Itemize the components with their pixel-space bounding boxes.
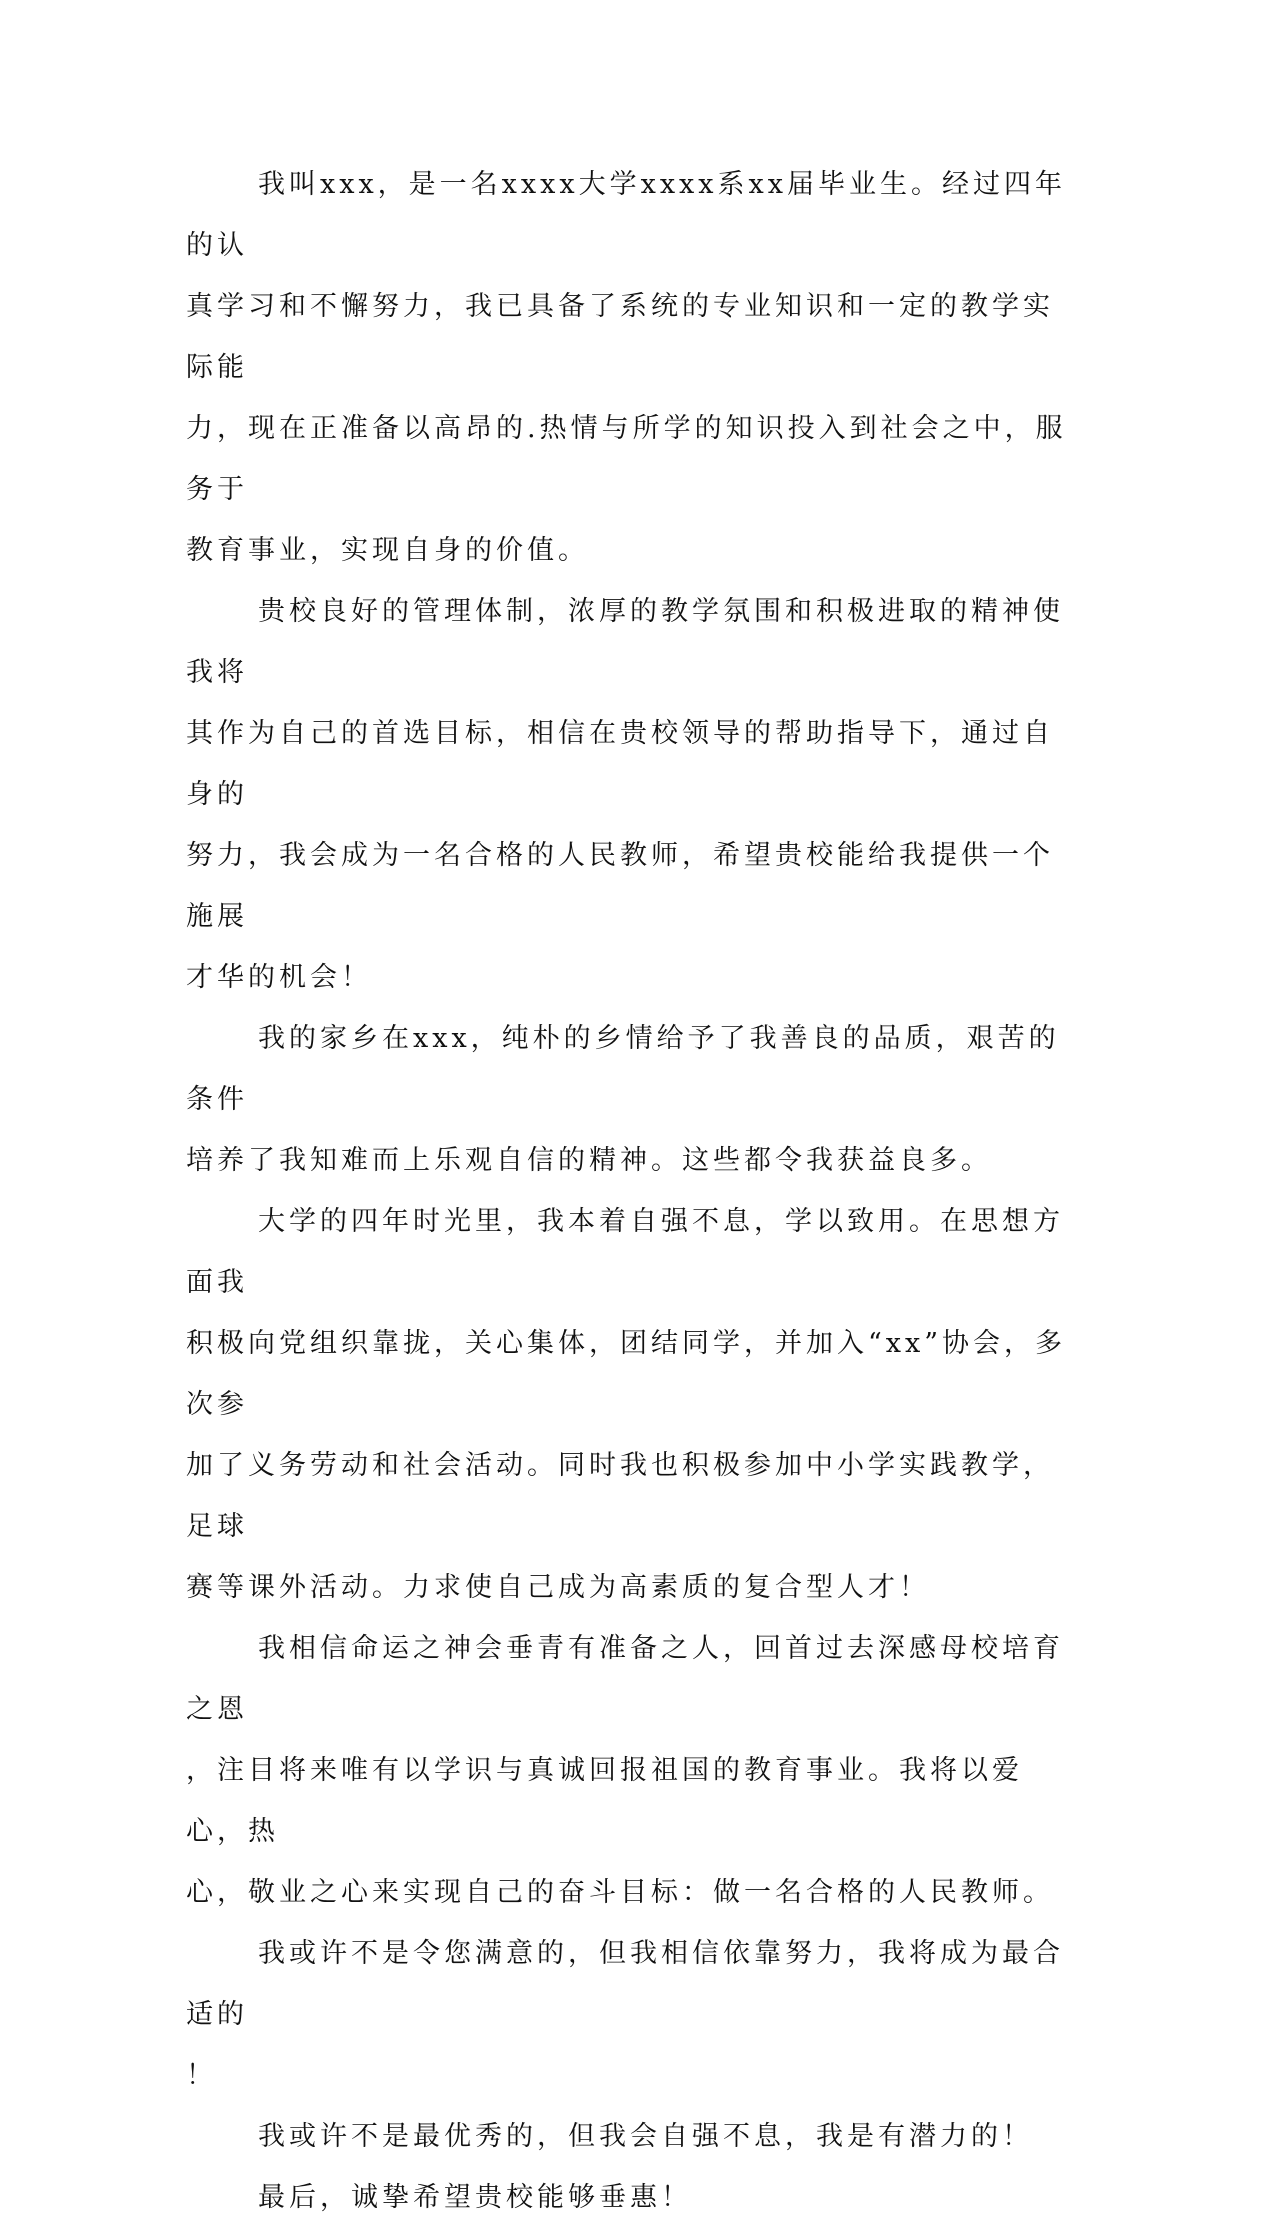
paragraph-aspiration: 我相信命运之神会垂青有准备之人，回首过去深感母校培育之恩 ，注目将来唯有以学识与真诚回报祖国的教育事业。我将以爱心，热 心，敬业之心来实现自己的奋斗目标：做一名合格的人民教师。	[186, 1633, 1064, 1908]
paragraph-potential: 我或许不是最优秀的，但我会自强不息，我是有潜力的！	[258, 2121, 1033, 2152]
letter-body	[186, 154, 1068, 2228]
paragraph-school-goal: 贵校良好的管理体制，浓厚的教学氛围和积极进取的精神使我将 其作为自己的首选目标，相信在贵校领导的帮助指导下，通过自身的 努力，我会成为一名合格的人民教师，希望贵校能给我提供一个施展 才华的机会！	[186, 596, 1064, 993]
paragraph-introduction: 我叫xxx，是一名xxxx大学xxxx系xx届毕业生。经过四年的认 真学习和不懈努力，我已具备了系统的专业知识和一定的教学实际能 力，现在正准备以高昂的.热情与所学的知识投入到社会之中，服务于 教育事业，实现自身的价值。	[186, 169, 1067, 566]
paragraph-university-life: 大学的四年时光里，我本着自强不息，学以致用。在思想方面我 积极向党组织靠拢，关心集体，团结同学，并加入“xx”协会，多次参 加了义务劳动和社会活动。同时我也积极参加中小学实践教学，足球 赛等课外活动。力求使自己成为高素质的复合型人才！	[186, 1206, 1067, 1603]
paragraph-most-suitable: 我或许不是令您满意的，但我相信依靠努力，我将成为最合适的 ！	[186, 1938, 1064, 2091]
paragraph-closing: 最后，诚挚希望贵校能够垂惠！	[258, 2182, 692, 2213]
paragraph-hometown: 我的家乡在xxx，纯朴的乡情给予了我善良的品质，艰苦的条件 培养了我知难而上乐观自信的精神。这些都令我获益良多。	[186, 1023, 1060, 1176]
